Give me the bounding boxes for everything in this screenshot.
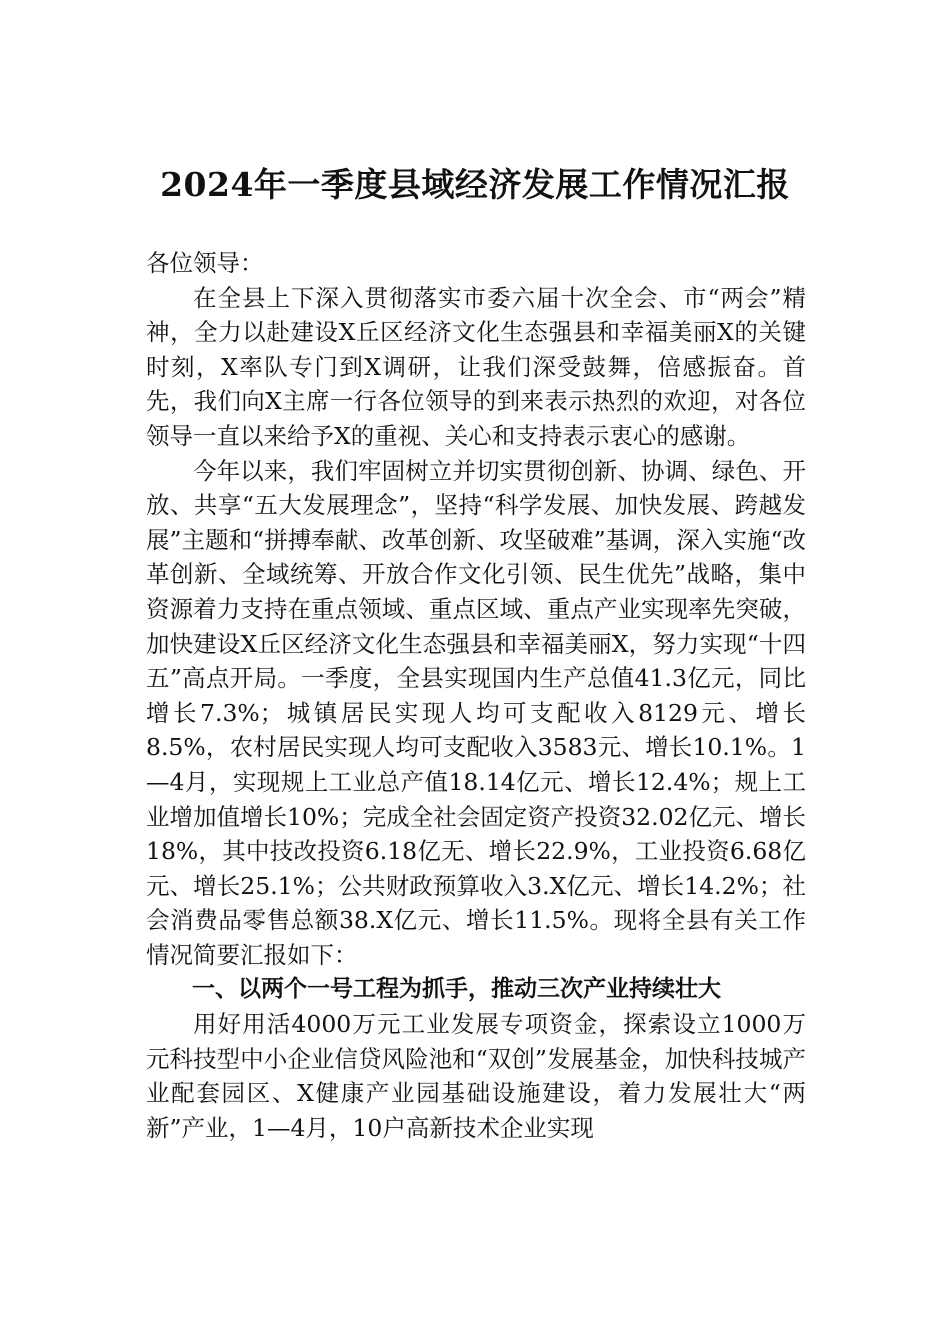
document-body [146,246,806,1145]
paragraph-overview: 今年以来，我们牢固树立并切实贯彻创新、协调、绿色、开放、共享“五大发展理念”，坚持“科学发展、加快发展、跨越发展”主题和“拼搏奉献、改革创新、攻坚破难”基调，深入实施“改革创新、全域统筹、开放合作文化引领、民生优先”战略，集中资源着力支持在重点领域、重点区域、重点产业实现率先突破，加快建设X丘区经济文化生态强县和幸福美丽X，努力实现“十四五”高点开局。一季度，全县实现国内生产总值41.3亿元，同比增长7.3%；城镇居民实现人均可支配收入8129元、增长8.5%，农村居民实现人均可支配收入3583元、增长10.1%。1—4月，实现规上工业总产值18.14亿元、增长12.4%；规上工业增加值增长10%；完成全社会固定资产投资32.02亿元、增长18%，其中技改投资6.18亿无、增长22.9%，工业投资6.68亿元、增长25.1%；公共财政预算收入3.X亿元、增长14.2%；社会消费品零售总额38.X亿元、增长11.5%。现将全县有关工作情况简要汇报如下： [146,456,807,969]
salutation: 各位领导： [146,249,264,277]
paragraph-section-one: 用好用活4000万元工业发展专项资金，探索设立1000万元科技型中小企业信贷风险池和“双创”发展基金，加快科技城产业配套园区、X健康产业园基础设施建设，着力发展壮大“两新”产业，1—4月，10户高新技术企业实现 [146,1010,806,1142]
document-title: 2024年一季度县域经济发展工作情况汇报 [160,165,790,204]
paragraph-intro: 在全县上下深入贯彻落实市委六届十次全会、市“两会”精神，全力以赴建设X丘区经济文化生态强县和幸福美丽X的关键时刻，X率队专门到X调研，让我们深受鼓舞，倍感振奋。首先，我们向X主席一行各位领导的到来表示热烈的欢迎，对各位领导一直以来给予X的重视、关心和支持表示衷心的感谢。 [146,283,806,450]
section-heading: 一、以两个一号工程为抓手，推动三次产业持续壮大 [192,976,721,1003]
